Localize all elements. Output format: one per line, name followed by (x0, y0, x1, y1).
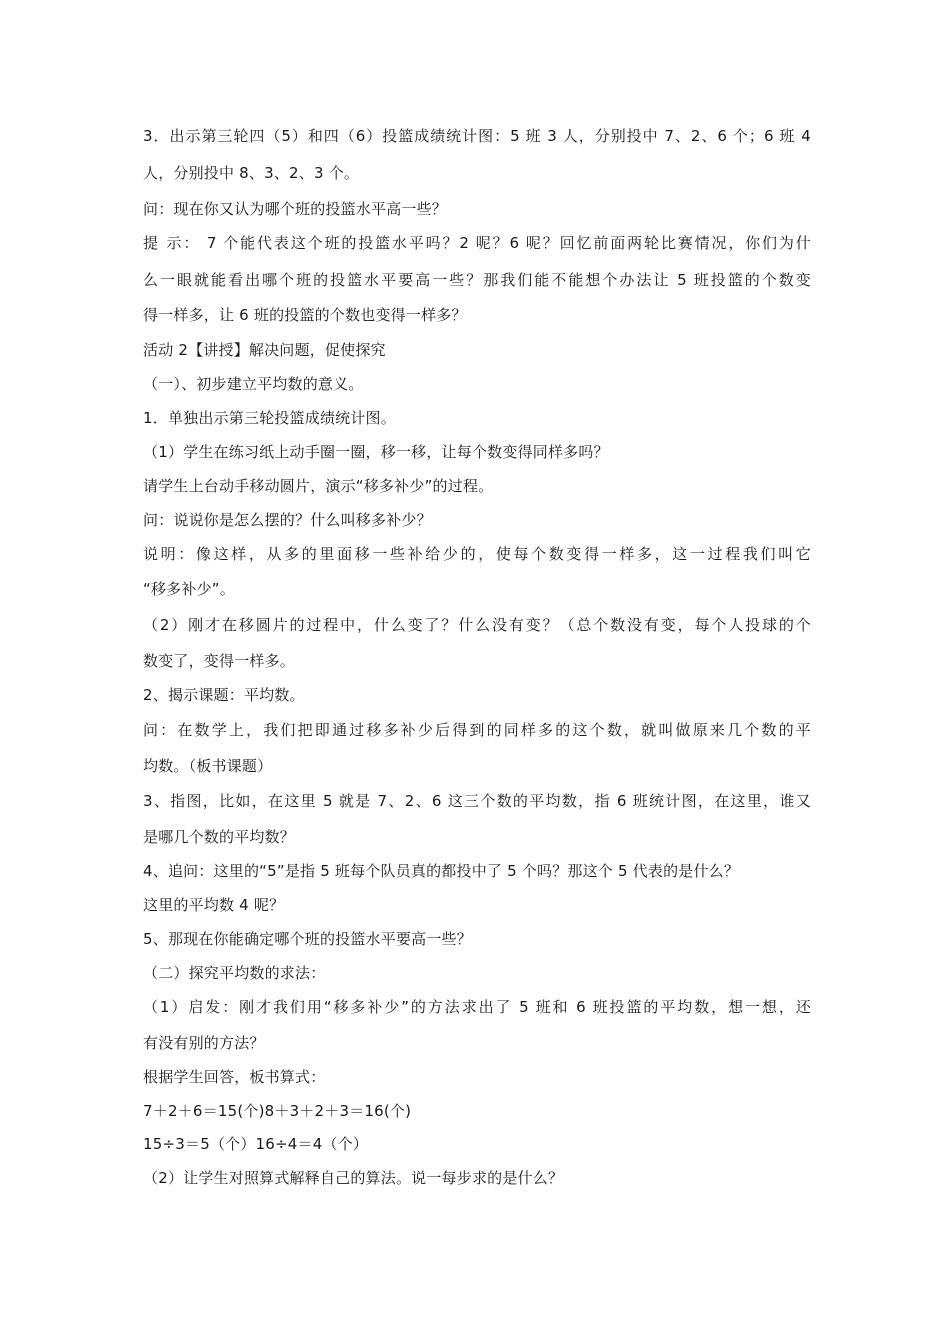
subsection-heading: （二）探究平均数的求法： (143, 964, 326, 982)
text-line: 5、那现在你能确定哪个班的投篮水平要高一些？ (143, 930, 472, 948)
text-line: 3、指图，比如，在这里 5 就是 7、2、6 这三个数的平均数，指 6 班统计图，在这里，谁又 (143, 792, 811, 810)
text-line: 问：说说你是怎么摆的？什么叫移多补少？ (143, 511, 432, 529)
text-line: 1．单独出示第三轮投篮成绩统计图。 (143, 409, 396, 427)
text-line: 根据学生回答，板书算式： (143, 1068, 326, 1086)
text-line: 问：现在你又认为哪个班的投篮水平高一些？ (143, 200, 448, 218)
text-line: 有没有别的方法？ (143, 1034, 265, 1052)
text-line: 这里的平均数 4 呢？ (143, 896, 285, 914)
formula-line: 7＋2＋6＝15(个)8＋3＋2＋3＝16(个) (143, 1102, 412, 1120)
text-line: 均数。（板书课题） (143, 757, 273, 775)
text-line: 是哪几个数的平均数？ (143, 828, 296, 846)
formula-line: 15÷3＝5（个）16÷4＝4（个） (143, 1135, 369, 1153)
text-line: （1）学生在练习纸上动手圈一圈，移一移，让每个数变得同样多吗？ (143, 443, 609, 461)
text-line: （1）启发：刚才我们用“移多补少”的方法求出了 5 班和 6 班投篮的平均数，想一想，还 (143, 998, 811, 1016)
text-line: 问：在数学上，我们把即通过移多补少后得到的同样多的这个数，就叫做原来几个数的平 (143, 721, 811, 739)
text-line: 2、揭示课题：平均数。 (143, 686, 305, 704)
text-line: 提 示： 7 个能代表这个班的投篮水平吗？2 呢？6 呢？回忆前面两轮比赛情况，你们为什 (143, 234, 811, 252)
text-line: 说明：像这样，从多的里面移一些补给少的，使每个数变得一样多，这一过程我们叫它 (143, 545, 811, 563)
text-line: 4、追问：这里的“5”是指 5 班每个队员真的都投中了 5 个吗？那这个 5 代表的是什么？ (143, 862, 740, 880)
text-line: （2）让学生对照算式解释自己的算法。说一每步求的是什么？ (143, 1169, 564, 1187)
text-line: “移多补少”。 (143, 580, 235, 598)
text-line: 么一眼就能看出哪个班的投篮水平要高一些？那我们能不能想个办法让 5 班投篮的个数变 (143, 271, 811, 289)
text-line: 人，分别投中 8、3、2、3 个。 (143, 164, 360, 182)
section-heading: 活动 2【讲授】解决问题，促使探究 (143, 341, 386, 359)
text-line: 数变了，变得一样多。 (143, 652, 296, 670)
text-line: （2）刚才在移圆片的过程中，什么变了？什么没有变？（总个数没有变，每个人投球的个 (143, 616, 811, 634)
subsection-heading: （一）、初步建立平均数的意义。 (143, 375, 364, 393)
text-line: 得一样多，让 6 班的投篮的个数也变得一样多？ (143, 306, 467, 324)
text-line: 3．出示第三轮四（5）和四（6）投篮成绩统计图：5 班 3 人，分别投中 7、2、6 个；6 班 4 (143, 127, 811, 145)
text-line: 请学生上台动手移动圆片，演示“移多补少”的过程。 (143, 477, 494, 495)
